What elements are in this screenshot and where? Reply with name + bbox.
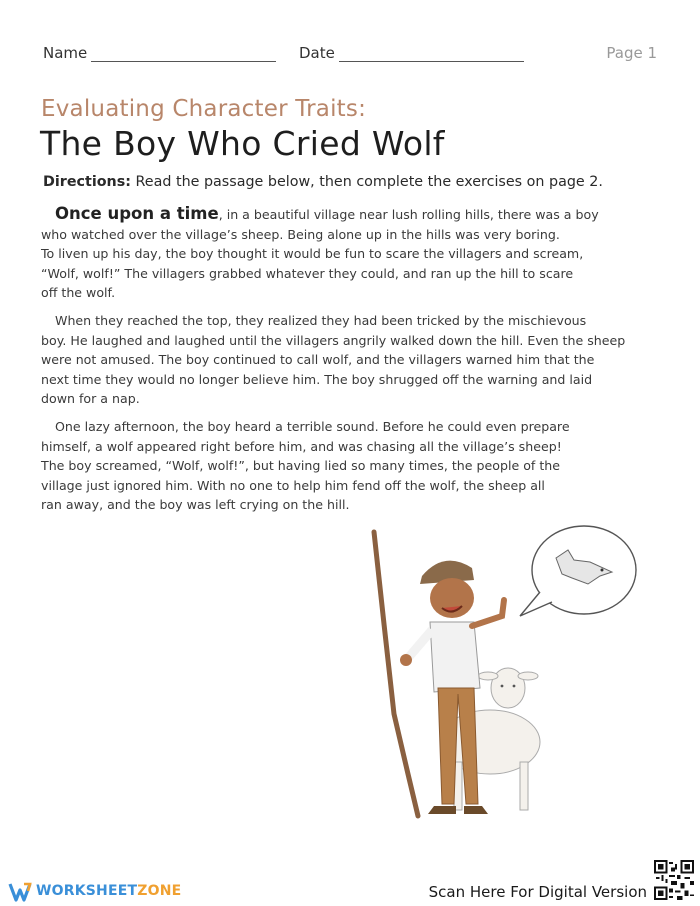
passage-line: When they reached the top, they realized they had been tricked by the mischievous — [55, 312, 587, 328]
story-lead: Once upon a time — [55, 204, 219, 223]
directions-label: Directions: — [43, 174, 131, 190]
passage-line: down for a nap. — [41, 391, 140, 407]
passage-line: who watched over the village’s sheep. Being alone up in the hills was very boring. — [41, 226, 560, 242]
passage-line: One lazy afternoon, the boy heard a terrible sound. Before he could even prepare — [55, 418, 570, 434]
worksheet-title: The Boy Who Cried Wolf — [40, 124, 445, 163]
date-label: Date — [299, 44, 335, 62]
paragraph-1 — [41, 204, 641, 303]
passage-line: were not amused. The boy continued to call wolf, and the villagers warned him that the — [41, 352, 595, 368]
passage-line: boy. He laughed and laughed until the villagers angrily walked down the hill. Even the sheep — [41, 332, 626, 348]
story-passage — [41, 204, 641, 523]
directions-text: Read the passage below, then complete the exercises on page 2. — [135, 174, 603, 190]
date-line[interactable] — [339, 47, 524, 62]
boy-sheep-wolf-illustration — [362, 524, 642, 824]
worksheet-subtitle: Evaluating Character Traits: — [41, 96, 367, 122]
scan-here-text: Scan Here For Digital Version — [428, 883, 647, 901]
directions — [43, 174, 683, 190]
logo-part-zone: ZONE — [137, 883, 182, 899]
paragraph-3 — [41, 417, 641, 515]
boy-icon — [400, 561, 504, 814]
passage-line: off the wolf. — [41, 285, 116, 301]
passage-line: “Wolf, wolf!” The villagers grabbed whatever they could, and ran up the hill to scare — [41, 265, 574, 281]
worksheet-header — [43, 44, 657, 66]
logo-part-worksheet: WORKSHEET — [36, 883, 138, 899]
qr-code-icon[interactable] — [654, 860, 694, 900]
worksheet-zone-logo-icon — [8, 880, 36, 904]
passage-line: himself, a wolf appeared right before him, and was chasing all the village’s sheep! — [41, 438, 562, 454]
name-field[interactable] — [43, 44, 276, 62]
date-field[interactable] — [299, 44, 524, 62]
name-line[interactable] — [91, 47, 276, 62]
passage-line: To liven up his day, the boy thought it would be fun to scare the villagers and scream, — [41, 246, 584, 262]
passage-line: , in a beautiful village near lush rolling hills, there was a boy — [218, 207, 599, 222]
passage-line: village just ignored him. With no one to help him fend off the wolf, the sheep all — [41, 477, 545, 493]
paragraph-2 — [41, 311, 641, 409]
name-label: Name — [43, 44, 88, 62]
page-number: Page 1 — [606, 44, 657, 62]
passage-line: The boy screamed, “Wolf, wolf!”, but having lied so many times, the people of the — [41, 458, 561, 474]
passage-line: ran away, and the boy was left crying on the hill. — [41, 497, 350, 513]
worksheet-zone-logo-text — [36, 883, 181, 899]
speech-bubble-icon — [520, 526, 636, 616]
passage-line: next time they would no longer believe him. The boy shrugged off the warning and laid — [41, 371, 593, 387]
